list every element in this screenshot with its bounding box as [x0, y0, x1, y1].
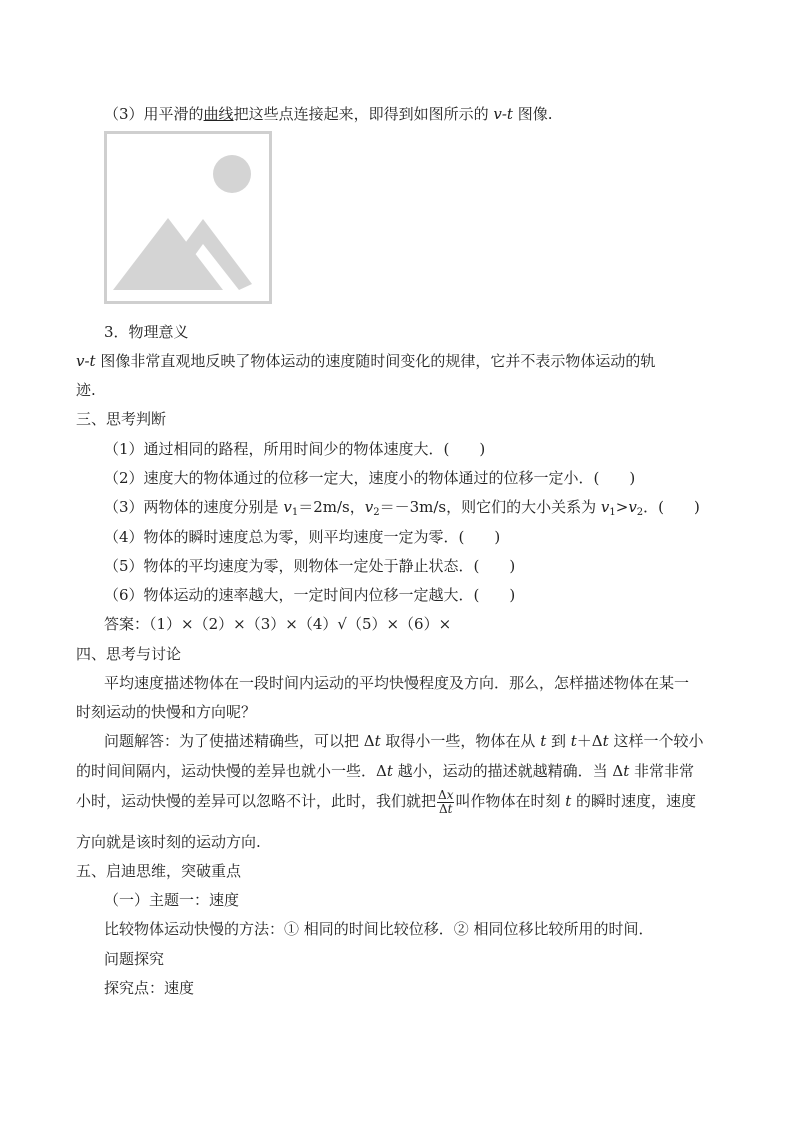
judge-item-5: （5）物体的平均速度为零，则物体一定处于静止状态．( ) [104, 557, 516, 575]
answer-line3: 小时，运动快慢的差异可以忽略不计，此时，我们就把 $\frac{\Delta x}{\Delta t}$ 叫作物体在时刻 t 的瞬时速度，速度 [76, 787, 697, 816]
answer-line4: 方向就是该时刻的运动方向. [76, 833, 261, 851]
meaning-paragraph-line1: v-t 图像非常直观地反映了物体运动的速度随时间变化的规律，它并不表示物体运动的轨 [76, 352, 656, 370]
judge-item-2: （2）速度大的物体通过的位移一定大，速度小的物体通过的位移一定小．( ) [104, 469, 636, 487]
topic-heading: （一）主题一：速度 [104, 891, 240, 909]
meaning-paragraph-line2: 迹. [76, 381, 96, 399]
curve-link[interactable]: 曲线 [203, 105, 234, 123]
judge-item-4: （4）物体的瞬时速度总为零，则平均速度一定为零．( ) [104, 528, 501, 546]
vt-graph-image [104, 131, 272, 304]
discuss-heading: 四、思考与讨论 [76, 645, 182, 663]
delta-x-over-delta-t: $\frac{\Delta x}{\Delta t}$ [438, 787, 454, 816]
judge-item-3: （3）两物体的速度分别是 $v_1=2m/s$，$v_2=-3m/s$，则它们的大小关系为 $v_1>v_2$．( ) [104, 498, 700, 518]
answer-line2: 的时间间隔内，运动快慢的差异也就小一些．Δt 越小，运动的描述就越精确．当 Δt 非常非常 [76, 762, 695, 780]
image-placeholder-icon [107, 134, 269, 301]
explore-point: 探究点：速度 [104, 979, 195, 997]
section-3-heading: 3．物理意义 [104, 323, 189, 341]
inspire-heading: 五、启迪思维，突破重点 [76, 862, 242, 880]
answer-line1: 问题解答：为了使描述精确些，可以把 Δt 取得小一些，物体在从 t 到 t＋Δt 这样一个较小 [104, 732, 704, 750]
judge-answer: 答案：（1）×（2）×（3）×（4）√（5）×（6）× [104, 615, 452, 633]
judge-heading: 三、思考判断 [76, 410, 167, 428]
discuss-paragraph-line1: 平均速度描述物体在一段时间内运动的平均快慢程度及方向．那么，怎样描述物体在某一 [104, 674, 690, 692]
step-3-text: （3）用平滑的曲线把这些点连接起来，即得到如图所示的 v-t 图像. [104, 105, 553, 123]
discuss-paragraph-line2: 时刻运动的快慢和方向呢？ [76, 703, 257, 721]
judge-item-1: （1）通过相同的路程，所用时间少的物体速度大．( ) [104, 440, 486, 458]
judge-item-6: （6）物体运动的速率越大，一定时间内位移一定越大．( ) [104, 586, 516, 604]
compare-methods: 比较物体运动快慢的方法：① 相同的时间比较位移．② 相同位移比较所用的时间． [104, 920, 654, 938]
explore-heading: 问题探究 [104, 950, 165, 968]
